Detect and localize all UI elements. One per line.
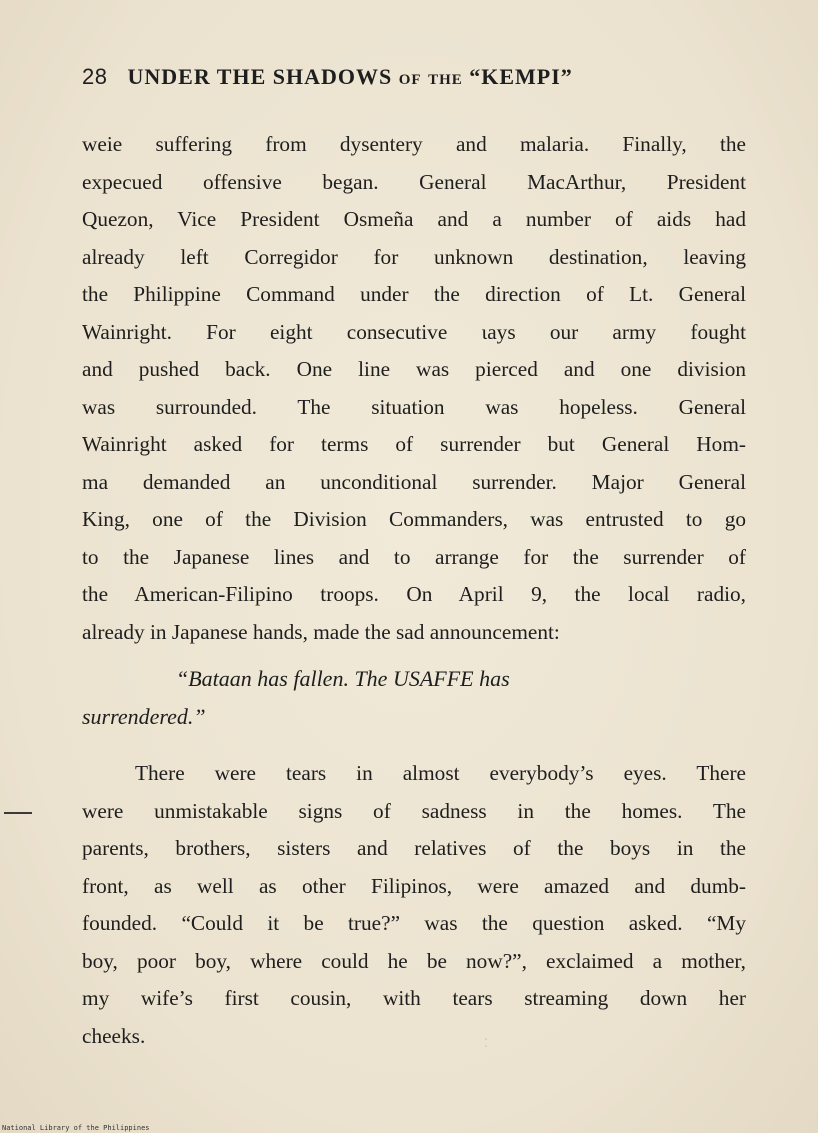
paragraph-2 xyxy=(82,755,746,1055)
text-line: boy, poor boy, where could he be now?”, exclaimed a mother, xyxy=(82,948,746,973)
text-line: already left Corregidor for unknown destination, leaving xyxy=(82,244,746,269)
text-line: was surrounded. The situation was hopeless. General xyxy=(82,394,746,419)
text-line: to the Japanese lines and to arrange for the surrender of xyxy=(82,544,746,569)
text-line: There were tears in almost everybody’s eyes. There xyxy=(135,761,746,785)
library-credit: National Library of the Philippines xyxy=(2,1124,150,1132)
text-line: cheeks. xyxy=(82,1023,146,1048)
text-line: the American-Filipino troops. On April 9, the local radio, xyxy=(82,582,746,606)
text-line: founded. “Could it be true?” was the question asked. “My xyxy=(82,911,746,935)
text-line: and pushed back. One line was pierced and one division xyxy=(82,357,746,381)
quote-line: “Bataan has fallen. The USAFFE has xyxy=(176,666,510,691)
text-line: King, one of the Division Commanders, was entrusted to go xyxy=(82,507,746,531)
margin-dash-mark xyxy=(4,812,32,814)
text-line: the Philippine Command under the direction of Lt. General xyxy=(82,282,746,306)
quote-line: surrendered.” xyxy=(82,703,206,729)
text-line: my wife’s first cousin, with tears streaming down her xyxy=(82,986,746,1010)
text-line: Wainright. For eight consecutive ɩays our army fought xyxy=(82,319,746,344)
text-line: already in Japanese hands, made the sad announcement: xyxy=(82,619,560,644)
book-title: UNDER THE SHADOWS of the “KEMPI” xyxy=(127,64,573,89)
page-number: 28 xyxy=(82,64,108,89)
smudge-mark: ⁚ xyxy=(484,1036,488,1050)
text-line: were unmistakable signs of sadness in the homes. The xyxy=(82,798,746,823)
text-line: Wainright asked for terms of surrender but General Hom- xyxy=(82,432,746,456)
paragraph-1 xyxy=(82,126,746,651)
text-line: ma demanded an unconditional surrender. Major General xyxy=(82,469,746,494)
text-line: Quezon, Vice President Osmeña and a number of aids had xyxy=(82,207,746,231)
text-line: parents, brothers, sisters and relatives of the boys in the xyxy=(82,836,746,860)
text-line: weie suffering from dysentery and malaria. Finally, the xyxy=(82,132,746,156)
running-head xyxy=(82,64,762,90)
block-quote xyxy=(82,660,746,735)
text-line: front, as well as other Filipinos, were amazed and dumb- xyxy=(82,873,746,898)
text-line: expecued offensive began. General MacArthur, President xyxy=(82,169,746,194)
